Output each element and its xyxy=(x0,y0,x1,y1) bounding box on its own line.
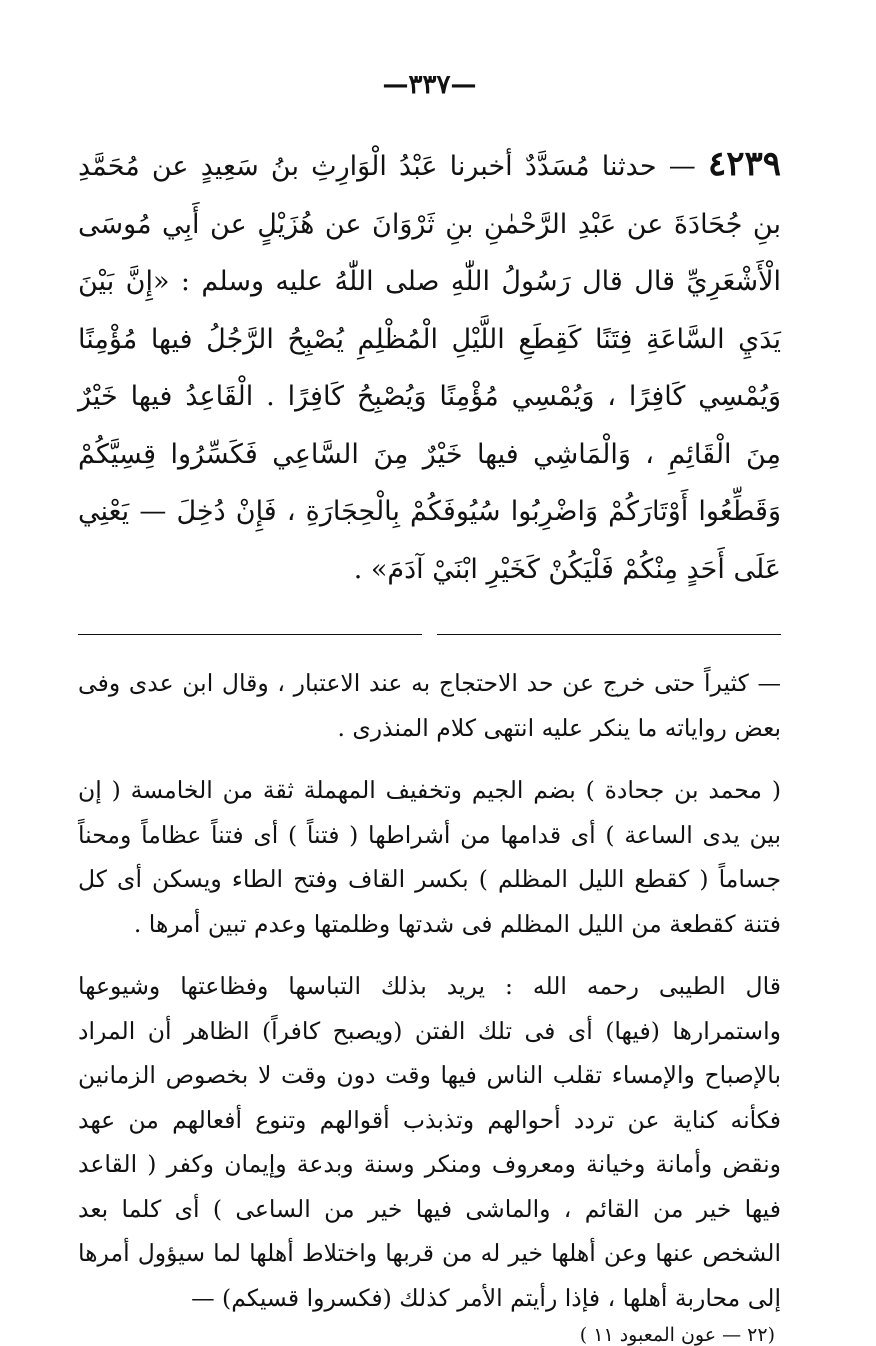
commentary-paragraph: قال الطيبى رحمه الله : يريد بذلك التباسها وفظاعتها وشيوعها واستمرارها (فيها) أى فى تلك الفتن (ويصبح كافراً) الظاهر أن المراد بالإصباح والإمساء تقلب الناس فيها وقت دون وقت لا بخصوص الزمانين فكأنه كناية عن تردد أحوالهم وتذبذب أقوالهم وتنوع أفعالهم من عهد ونقض وأمانة وخيانة ومعروف ومنكر وسنة وبدعة وإيمان وكفر ( القاعد فيها خير من القائم ، والماشى فيها خير من الساعى ) أى كلما بعد الشخص عنها وعن أهلها خير له من قربها واختلاط أهلها لما سيؤول أمرها إلى محاربة أهلها ، فإذا رأيتم الأمر كذلك (فكسروا قسيكم) — xyxy=(78,972,781,1312)
page-number: —٣٣٧— xyxy=(382,70,477,100)
footer-signature: (٢٢ — عون المعبود ١١ ) xyxy=(579,1324,775,1346)
divider-line-right xyxy=(437,634,781,635)
divider-line-left xyxy=(78,634,422,635)
hadith-text: — حدثنا مُسَدَّدٌ أخبرنا عَبْدُ الْوَارِثِ بنُ سَعِيدٍ عن مُحَمَّدِ بنِ جُحَادَةَ عن عَبْدِ الرَّحْمٰنِ بنِ ثَرْوَانَ عن هُزَيْلٍ عن أَبِي مُوسَى الْأَشْعَرِيِّ قال قال رَسُولُ اللّٰهِ صلى اللّٰهُ عليه وسلم : «إِنَّ بَيْنَ يَدَيِ السَّاعَةِ فِتَنًا كَقِطَعِ اللَّيْلِ الْمُظْلِمِ يُصْبِحُ الرَّجُلُ فيها مُؤْمِنًا وَيُمْسِي كَافِرًا ، وَيُمْسِي مُؤْمِنًا وَيُصْبِحُ كَافِرًا . الْقَاعِدُ فيها خَيْرٌ مِنَ الْقَائِمِ ، وَالْمَاشِي فيها خَيْرٌ مِنَ السَّاعِي فَكَسِّرُوا قِسِيَّكُمْ وَقَطِّعُوا أَوْتَارَكُمْ وَاضْرِبُوا سُيُوفَكُمْ بِالْحِجَارَةِ ، فَإِنْ دُخِلَ — يَعْنِي عَلَى أَحَدٍ مِنْكُمْ فَلْيَكُنْ كَخَيْرِ ابْنَيْ آدَمَ» . xyxy=(78,151,781,585)
commentary xyxy=(78,661,781,1320)
hadith-block xyxy=(78,136,781,598)
footnote-divider xyxy=(78,634,781,635)
commentary-paragraph: — كثيراً حتى خرج عن حد الاحتجاج به عند الاعتبار ، وقال ابن عدى وفى بعض رواياته ما ينكر عليه انتهى كلام المنذرى . xyxy=(78,669,781,742)
commentary-paragraph: ( محمد بن جحادة ) بضم الجيم وتخفيف المهملة ثقة من الخامسة ( إن بين يدى الساعة ) أى قدامها من أشراطها ( فتناً ) أى فتناً عظاماً ومحناً جساماً ( كقطع الليل المظلم ) بكسر القاف وفتح الطاء ويسكن أى كل فتنة كقطعة من الليل المظلم فى شدتها وظلمتها وعدم تبين أمرها . xyxy=(78,776,781,938)
hadith-number: ٤٢٣٩ xyxy=(707,144,781,184)
